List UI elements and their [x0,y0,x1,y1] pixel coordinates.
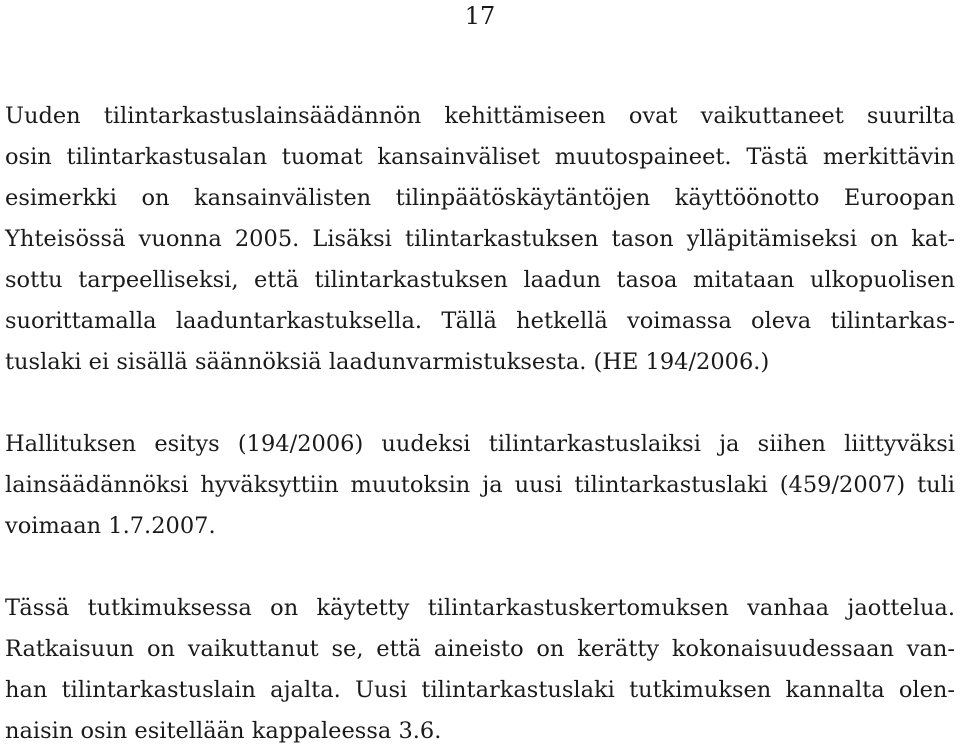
text-line: osin tilintarkastusalan tuomat kansainväliset muutospaineet. Tästä merkittävin [5,144,955,170]
text-line: sottu tarpeelliseksi, että tilintarkastuksen laadun tasoa mitataan ulkopuolisen [5,267,955,293]
paragraph-1 [5,96,955,383]
paragraph-3 [5,588,955,752]
text-line: Ratkaisuun on vaikuttanut se, että aineisto on kerätty kokonaisuudessaan van- [5,636,955,662]
text-line: lainsäädännöksi hyväksyttiin muutoksin ja uusi tilintarkastuslaki (459/2007) tuli [5,472,955,498]
text-line: han tilintarkastuslain ajalta. Uusi tilintarkastuslaki tutkimuksen kannalta olen- [5,677,955,703]
text-line: suorittamalla laaduntarkastuksella. Tällä hetkellä voimassa oleva tilintarkas- [5,308,955,334]
page-number: 17 [464,2,496,30]
document-body [5,96,955,752]
text-line: Uuden tilintarkastuslainsäädännön kehittämiseen ovat vaikuttaneet suurilta [5,103,955,129]
text-line: Yhteisössä vuonna 2005. Lisäksi tilintarkastuksen tason ylläpitämiseksi on kat- [5,226,955,252]
text-line: naisin osin esitellään kappaleessa 3.6. [5,718,442,744]
text-line: voimaan 1.7.2007. [5,513,216,539]
text-line: esimerkki on kansainvälisten tilinpäätöskäytäntöjen käyttöönotto Euroopan [5,185,955,211]
paragraph-2 [5,424,955,547]
text-line: Hallituksen esitys (194/2006) uudeksi tilintarkastuslaiksi ja siihen liittyväksi [5,431,955,457]
text-line: tuslaki ei sisällä säännöksiä laadunvarmistuksesta. (HE 194/2006.) [5,349,770,375]
text-line: Tässä tutkimuksessa on käytetty tilintarkastuskertomuksen vanhaa jaottelua. [5,595,955,621]
